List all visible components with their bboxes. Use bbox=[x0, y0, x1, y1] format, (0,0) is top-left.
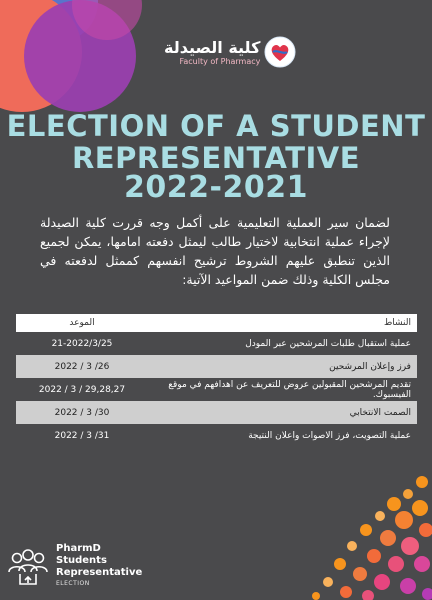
decor-dot bbox=[422, 588, 432, 600]
decor-dot bbox=[374, 574, 390, 590]
decor-dot bbox=[403, 489, 413, 499]
table-row bbox=[16, 355, 417, 378]
decor-dot bbox=[416, 476, 428, 488]
row-activity: فرز وإعلان المرشحين bbox=[148, 355, 417, 378]
row-activity: عملية استقبال طلبات المرشحين عبر المودل bbox=[148, 332, 417, 355]
decor-dot bbox=[395, 511, 413, 529]
decor-dot bbox=[312, 592, 320, 600]
table-row bbox=[16, 378, 417, 401]
footer-logo bbox=[6, 543, 142, 588]
header-activity: النشاط bbox=[148, 314, 417, 332]
decor-dot bbox=[388, 556, 404, 572]
schedule-table bbox=[16, 314, 417, 447]
row-date: 2022 / 3 / 29,28,27 bbox=[16, 378, 148, 401]
footer-line-2: Students bbox=[56, 555, 107, 566]
footer-line-1: PharmD bbox=[56, 543, 101, 554]
logo-text bbox=[164, 39, 260, 66]
footer-line-3: Representative bbox=[56, 567, 143, 578]
decor-dot bbox=[323, 577, 333, 587]
decor-dot bbox=[380, 530, 396, 546]
decor-dot bbox=[419, 523, 432, 537]
row-date: 2022 / 3 /31 bbox=[16, 424, 148, 447]
row-date: 21-2022/3/25 bbox=[16, 332, 148, 355]
decor-dot bbox=[400, 578, 416, 594]
decor-dot bbox=[367, 549, 381, 563]
row-activity: الصمت الانتخابي bbox=[148, 401, 417, 424]
table-row bbox=[16, 401, 417, 424]
decor-dot bbox=[347, 541, 357, 551]
title-line-1: ELECTION OF A STUDENT bbox=[6, 109, 426, 143]
faculty-logo bbox=[164, 36, 296, 68]
footer-line-4: ELECTION bbox=[56, 580, 90, 587]
logo-english: Faculty of Pharmacy bbox=[179, 56, 261, 66]
intro-paragraph: لضمان سير العملية التعليمية على أكمل وجه قررت كلية الصيدلة لإجراء عملية انتخابية لاختيار طالب ليمثل دفعته امامها، يمكن لجميع الذين تنطبق عليهم الشروط ترشيح انفسهم كممثل لدفعته في مجلس الكلية وذلك ضمن المواعيد الآتية: bbox=[40, 215, 390, 287]
decor-dot bbox=[360, 524, 372, 536]
decor-dot bbox=[387, 497, 401, 511]
decor-dot bbox=[401, 537, 419, 555]
decor-dot bbox=[334, 558, 346, 570]
decor-dot bbox=[362, 590, 374, 600]
footer-text bbox=[56, 543, 142, 588]
header-date: الموعد bbox=[16, 314, 148, 332]
title-line-3: 2022-2021 bbox=[124, 170, 308, 205]
row-activity: عملية التصويت، فرز الاصوات واعلان النتيجة bbox=[148, 424, 417, 447]
decor-dot bbox=[414, 556, 430, 572]
pharmacy-heart-icon bbox=[264, 36, 296, 68]
row-date: 2022 / 3 /30 bbox=[16, 401, 148, 424]
logo-arabic: كلية الصيدلة bbox=[164, 37, 261, 57]
schedule-header-row bbox=[16, 314, 417, 332]
decor-dot-burst bbox=[282, 460, 432, 600]
title-line-2: REPRESENTATIVE bbox=[71, 141, 361, 175]
row-date: 2022 / 3 /26 bbox=[16, 355, 148, 378]
decor-dot bbox=[340, 586, 352, 598]
decor-dot bbox=[353, 567, 367, 581]
people-group-icon bbox=[6, 544, 50, 588]
table-row bbox=[16, 424, 417, 447]
decor-dot bbox=[375, 511, 385, 521]
decor-dot bbox=[412, 500, 428, 516]
table-row bbox=[16, 332, 417, 355]
row-activity: تقديم المرشحين المقبولين عروض للتعريف عن اهدافهم في موقع الفيسبوك. bbox=[148, 378, 417, 401]
